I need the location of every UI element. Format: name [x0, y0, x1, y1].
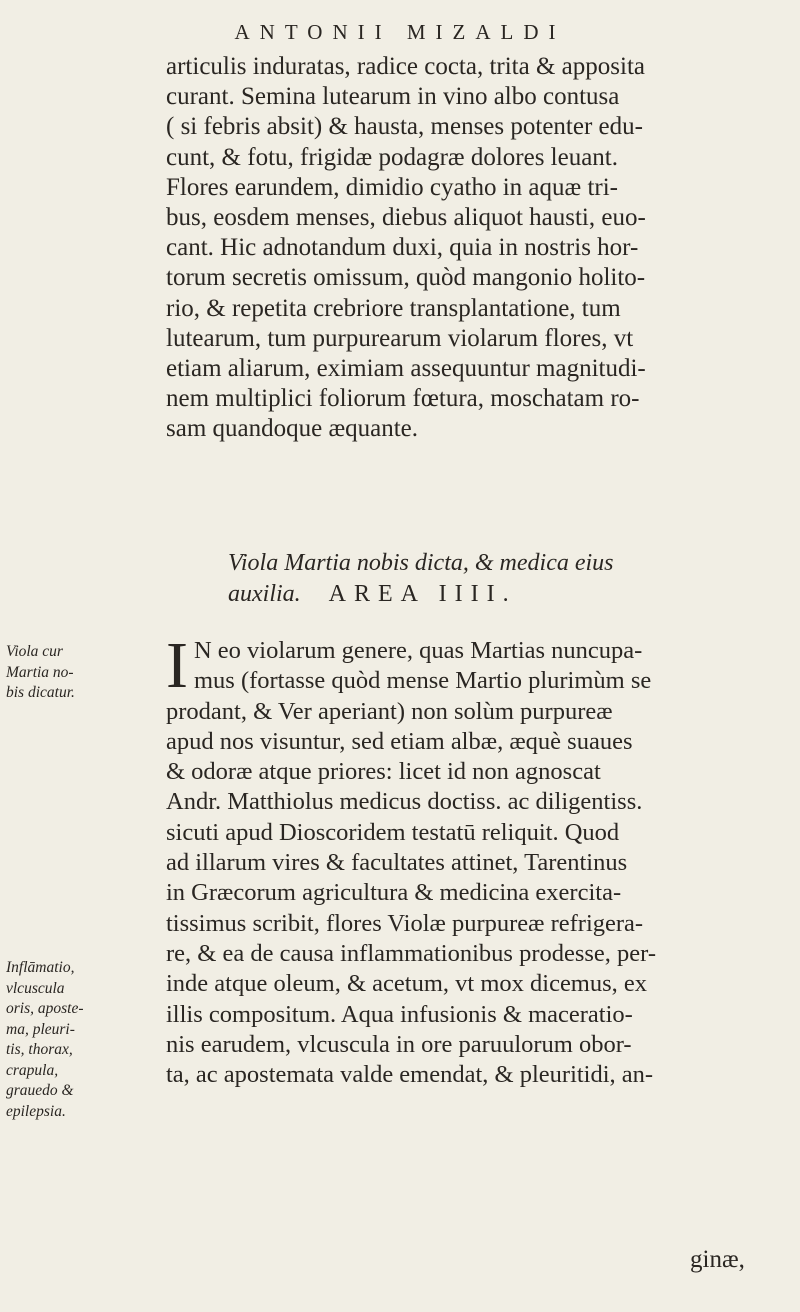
margin-note-line: Inflāmatio,	[6, 959, 75, 976]
margin-note-line: Martia no-	[6, 663, 74, 681]
text-line: nem multiplici foliorum fœtura, moschatam ro-	[166, 385, 640, 413]
text-line: sam quandoque æquante.	[166, 415, 419, 443]
text-line: cant. Hic adnotandum duxi, quia in nostris hor-	[166, 234, 639, 262]
margin-note-line: ma, pleuri-	[6, 1020, 75, 1038]
text-line: ta, ac apostemata valde emendat, & pleuritidi, an-	[166, 1061, 654, 1089]
body-paragraph	[166, 629, 776, 1090]
text-line: ( si febris absit) & hausta, menses potenter edu-	[166, 113, 643, 141]
text-line: articulis induratas, radice cocta, trita & apposita	[166, 53, 645, 80]
text-line: illis compositum. Aqua infusionis & maceratio-	[166, 1000, 633, 1028]
text-line: etiam aliarum, eximiam assequuntur magnitudi-	[166, 355, 646, 383]
catchword: ginæ,	[690, 1246, 745, 1273]
top-paragraph	[166, 52, 776, 445]
text-line: torum secretis omissum, quòd mangonio holito-	[166, 264, 646, 292]
margin-note-line: Viola cur	[6, 643, 63, 660]
text-line: re, & ea de causa inflammationibus prodesse, per-	[166, 939, 657, 967]
text-line: & odoræ atque priores: licet id non agnoscat	[166, 758, 601, 786]
margin-note-viola	[6, 642, 156, 704]
margin-note-line: oris, aposte-	[6, 1000, 84, 1017]
text-line: N eo violarum genere, quas Martias nuncupa-	[193, 637, 643, 664]
section-heading	[228, 548, 748, 610]
margin-note-line: crapula,	[6, 1061, 59, 1079]
margin-note-line: bis dicatur.	[6, 684, 75, 701]
margin-note-line: vlcuscula	[6, 979, 65, 997]
text-line: ad illarum vires & facultates attinet, Tarentinus	[166, 849, 628, 877]
heading-line: Viola Martia nobis dicta, & medica eius	[228, 550, 614, 576]
heading-line	[228, 579, 748, 610]
heading-line-end: auxilia.	[228, 581, 301, 607]
text-line: nis earudem, vlcuscula in ore paruulorum obor-	[166, 1030, 632, 1058]
text-line: curant. Semina lutearum in vino albo contusa	[166, 83, 620, 111]
text-line: mus (fortasse quòd mense Martio plurimùm se	[193, 667, 652, 695]
margin-note-line: grauedo &	[6, 1082, 74, 1099]
text-line: sicuti apud Dioscoridem testatū reliquit. Quod	[166, 818, 620, 846]
margin-note-line: epilepsia.	[6, 1102, 66, 1120]
text-line: Andr. Matthiolus medicus doctiss. ac diligentiss.	[166, 788, 643, 816]
text-line: inde atque oleum, & acetum, vt mox dicemus, ex	[166, 970, 648, 998]
text-line: tissimus scribit, flores Violæ purpureæ refrigera-	[166, 909, 644, 937]
text-line: apud nos visuntur, sed etiam albæ, æquè suaues	[166, 727, 633, 755]
area-label: AREA IIII.	[328, 581, 517, 607]
text-line: Flores earundem, dimidio cyatho in aquæ tri-	[166, 173, 618, 201]
margin-note-ailments	[6, 958, 156, 1122]
text-line: bus, eosdem menses, diebus aliquot hausti, euo-	[166, 204, 646, 232]
text-line: in Græcorum agricultura & medicina exercita-	[166, 879, 622, 907]
running-head: ANTONII MIZALDI	[234, 20, 566, 44]
text-line: cunt, & fotu, frigidæ podagræ dolores leuant.	[166, 143, 619, 171]
text-line: lutearum, tum purpurearum violarum flores, vt	[166, 324, 634, 352]
text-line: prodant, & Ver aperiant) non solùm purpureæ	[166, 697, 613, 725]
text-line: rio, & repetita crebriore transplantatione, tum	[166, 294, 621, 322]
drop-cap: I	[166, 629, 188, 702]
margin-note-line: tis, thorax,	[6, 1041, 73, 1058]
